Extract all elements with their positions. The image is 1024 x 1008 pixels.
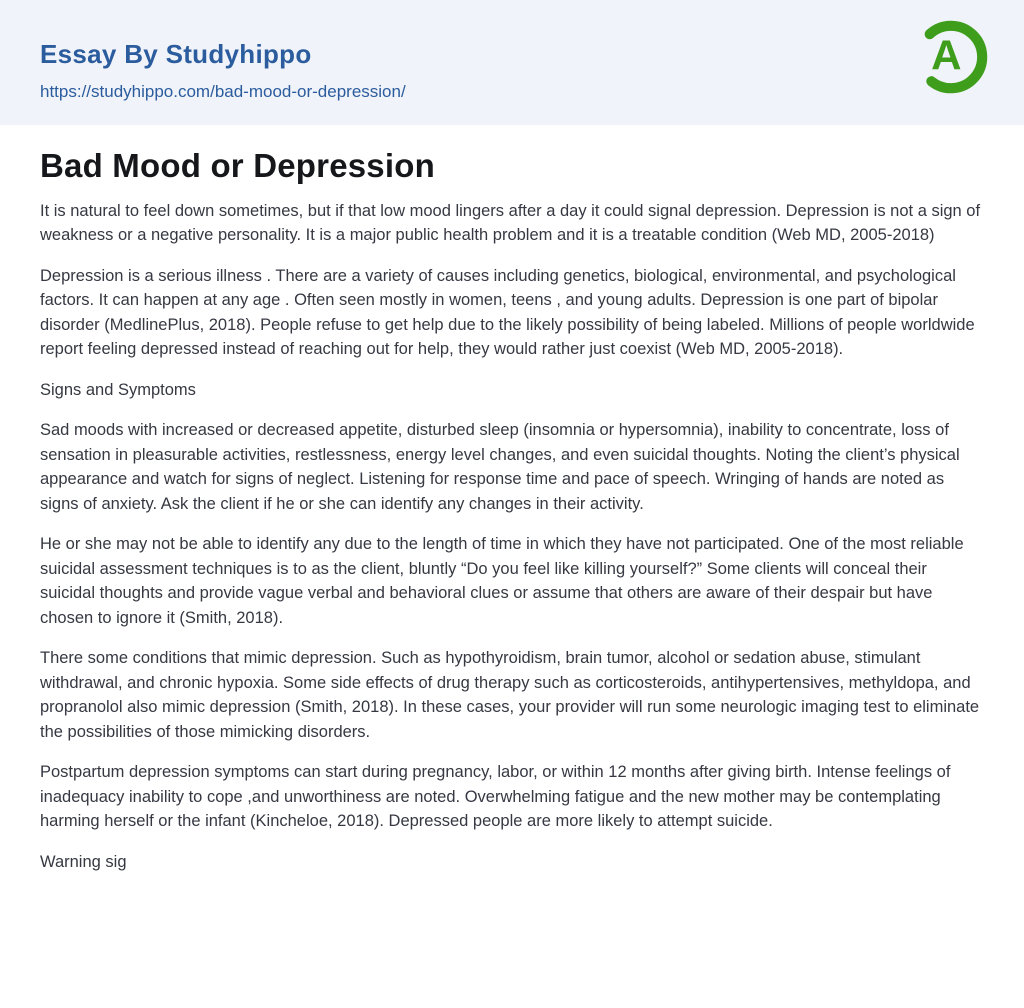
- essay-content: [0, 125, 1024, 874]
- essay-url-link[interactable]: https://studyhippo.com/bad-mood-or-depression/: [40, 81, 406, 101]
- paragraph-intro: It is natural to feel down sometimes, but if that low mood lingers after a day it could signal depression. Depression is not a sign of weakness or a negative personality. It is a major public health problem and it is a treatable condition (Web MD, 2005-2018): [40, 201, 981, 245]
- paragraph-causes: Depression is a serious illness . There are a variety of causes including genetics, biological, environmental, and psychological factors. It can happen at any age . Often seen mostly in women, teens , and young adults. Depression is one part of bipolar disorder (MedlinePlus, 2018). People refuse to get help due to the likely possibility of being labeled. Millions of people worldwide report feeling depressed instead of reaching out for help, they would rather just coexist (Web MD, 2005-2018).: [40, 266, 975, 359]
- site-title: Essay By Studyhippo: [40, 39, 312, 69]
- paragraph-mimicking-conditions: There some conditions that mimic depression. Such as hypothyroidism, brain tumor, alcohol or sedation abuse, stimulant withdrawal, and chronic hypoxia. Some side effects of drug therapy such as corticosteroids, antihypertensives, methyldopa, and propranolol also mimic depression (Smith, 2018). In these cases, your provider will run some neurologic imaging test to eliminate the possibilities of those mimicking disorders.: [40, 649, 980, 741]
- header-banner: [0, 0, 1024, 125]
- paragraph-warning-signs-truncated: Warning sig: [40, 852, 127, 871]
- logo-letter: A: [931, 31, 962, 79]
- studyhippo-logo-icon: [912, 18, 990, 96]
- paragraph-postpartum: Postpartum depression symptoms can start during pregnancy, labor, or within 12 months after giving birth. Intense feelings of inadequacy inability to cope ,and unworthiness are noted. Overwhelming fatigue and the new mother may be contemplating harming herself or the infant (Kincheloe, 2018). Depressed people are more likely to attempt suicide.: [40, 763, 951, 831]
- paragraph-symptoms: Sad moods with increased or decreased appetite, disturbed sleep (insomnia or hypersomnia), inability to concentrate, loss of sensation in pleasurable activities, restlessness, energy level changes, and even suicidal thoughts. Noting the client’s physical appearance and watch for signs of neglect. Listening for response time and pace of speech. Wringing of hands are noted as signs of anxiety. Ask the client if he or she can identify any changes in their activity.: [40, 421, 960, 513]
- essay-title: Bad Mood or Depression: [40, 147, 435, 184]
- paragraph-suicidal-assessment: He or she may not be able to identify any due to the length of time in which they have not participated. One of the most reliable suicidal assessment techniques is to as the client, bluntly “Do you feel like killing yourself?” Some clients will conceal their suicidal thoughts and provide vague verbal and behavioral clues or assume that others are aware of their despair but have chosen to ignore it (Smith, 2018).: [40, 535, 964, 627]
- broken-circle-icon: [912, 18, 990, 96]
- section-heading-signs-symptoms: Signs and Symptoms: [40, 380, 196, 399]
